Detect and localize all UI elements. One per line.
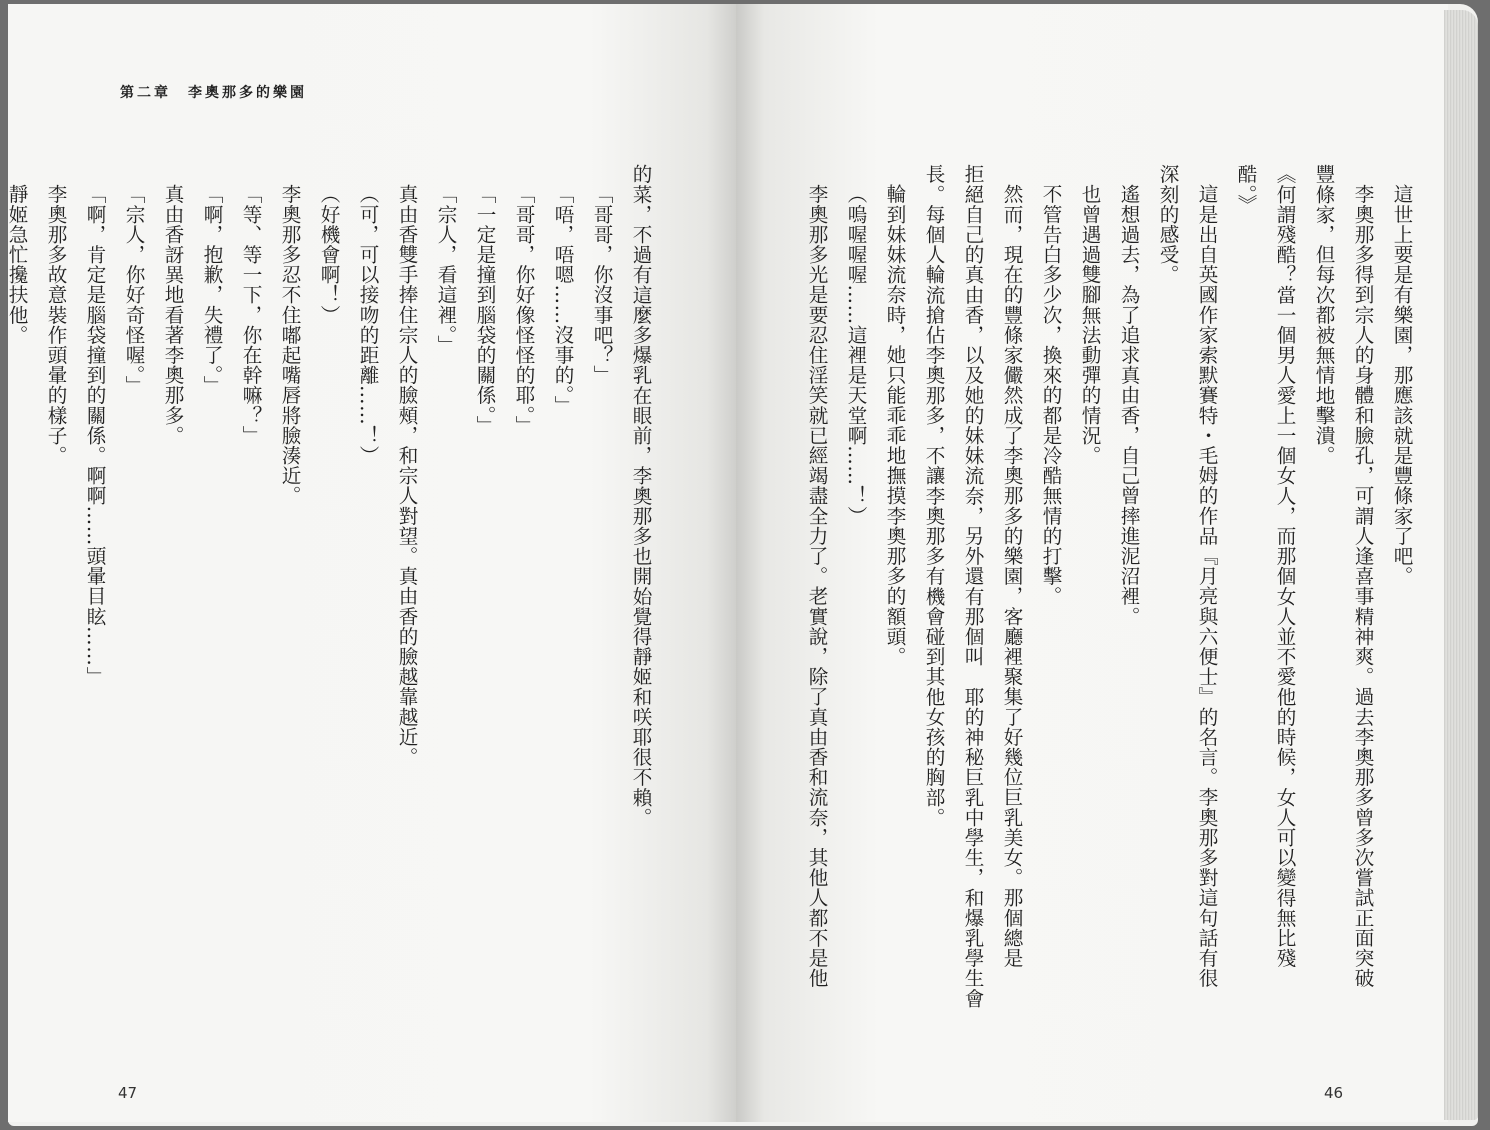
text-line: 的菜，不過有這麼多爆乳在眼前，李奧那多也開始覺得靜姬和咲耶很不賴。 (629, 164, 652, 828)
text-line: 《何謂殘酷？當一個男人愛上一個女人，而那個女人並不愛他的時候，女人可以變得無比殘 (1273, 164, 1296, 968)
text-line: 「啊，抱歉，失禮了。」 (200, 183, 223, 395)
left-page (5, 4, 736, 1122)
left-page-body (5, 164, 660, 884)
text-line: 輪到妹妹流奈時，她只能乖乖地撫摸李奧那多的額頭。 (883, 183, 906, 666)
text-line: 李奧那多光是要忍住淫笑就已經竭盡全力了。老實說，除了真由香和流奈，其他人都不是他 (805, 183, 828, 988)
text-line: （可，可以接吻的距離……！） (356, 183, 379, 465)
text-line: 拒絕自己的真由香，以及她的妹妹流奈，另外還有那個叫 耶的神秘巨乳中學生，和爆乳學生會 (961, 164, 984, 1009)
text-line: 「啊，肯定是腦袋撞到的關係。啊啊……頭暈目眩……」 (83, 183, 106, 687)
text-line: 靜姬急忙攙扶他。 (5, 183, 28, 345)
text-line: 真由香雙手捧住宗人的臉頰，和宗人對望。真由香的臉越靠越近。 (395, 183, 418, 767)
text-line: 「哥哥，你沒事吧？」 (590, 183, 613, 385)
text-line: 這世上要是有樂園，那應該就是豐條家了吧。 (1390, 183, 1413, 586)
text-line: （嗚喔喔喔……這裡是天堂啊……！） (844, 183, 867, 526)
text-line: （好機會啊！） (317, 183, 340, 325)
text-line: 「唔，唔嗯……沒事的。」 (551, 183, 574, 415)
open-book (5, 4, 1478, 1126)
text-line: 深刻的感受。 (1156, 164, 1179, 285)
text-line: 也曾遇過雙腳無法動彈的情況。 (1078, 183, 1101, 465)
text-line: 李奧那多忍不住嘟起嘴唇將臉湊近。 (278, 183, 301, 506)
text-line: 「宗人，看這裡。」 (434, 183, 457, 355)
page-edges (1444, 10, 1478, 1120)
text-line: 李奧那多故意裝作頭暈的樣子。 (44, 183, 67, 465)
page-number-right: 46 (1324, 1084, 1344, 1102)
text-line: 不管告白多少次，換來的都是冷酷無情的打擊。 (1039, 183, 1062, 606)
text-line: 豐條家，但每次都被無情地擊潰。 (1312, 164, 1335, 466)
text-line: 遙想過去，為了追求真由香，自己曾摔進泥沼裡。 (1117, 183, 1140, 626)
text-line: 長。每個人輪流搶佔李奧那多，不讓李奧那多有機會碰到其他女孩的胸部。 (922, 164, 945, 828)
text-line: 李奧那多得到宗人的身體和臉孔，可謂人逢喜事精神爽。過去李奧那多曾多次嘗試正面突破 (1351, 183, 1374, 988)
text-line: 然而，現在的豐條家儼然成了李奧那多的樂園，客廳裡聚集了好幾位巨乳美女。那個總是 (1000, 183, 1023, 968)
page-number-left: 47 (118, 1084, 138, 1102)
text-line: 「哥哥，你好像怪怪的耶。」 (512, 183, 535, 436)
text-line: 真由香訝異地看著李奧那多。 (161, 183, 184, 445)
text-line: 「宗人，你好奇怪喔。」 (122, 183, 145, 395)
text-line: 「一定是撞到腦袋的關係。」 (473, 183, 496, 436)
right-page-body (805, 164, 1421, 1009)
right-page (736, 4, 1448, 1122)
running-header: 第二章 李奧那多的樂園 (120, 85, 307, 101)
text-line: 「等、等一下，你在幹嘛？」 (239, 183, 262, 445)
text-line: 這是出自英國作家索默賽特・毛姆的作品『月亮與六便士』的名言。李奧那多對這句話有很 (1195, 183, 1218, 988)
text-line: 酷。》 (1234, 164, 1257, 215)
